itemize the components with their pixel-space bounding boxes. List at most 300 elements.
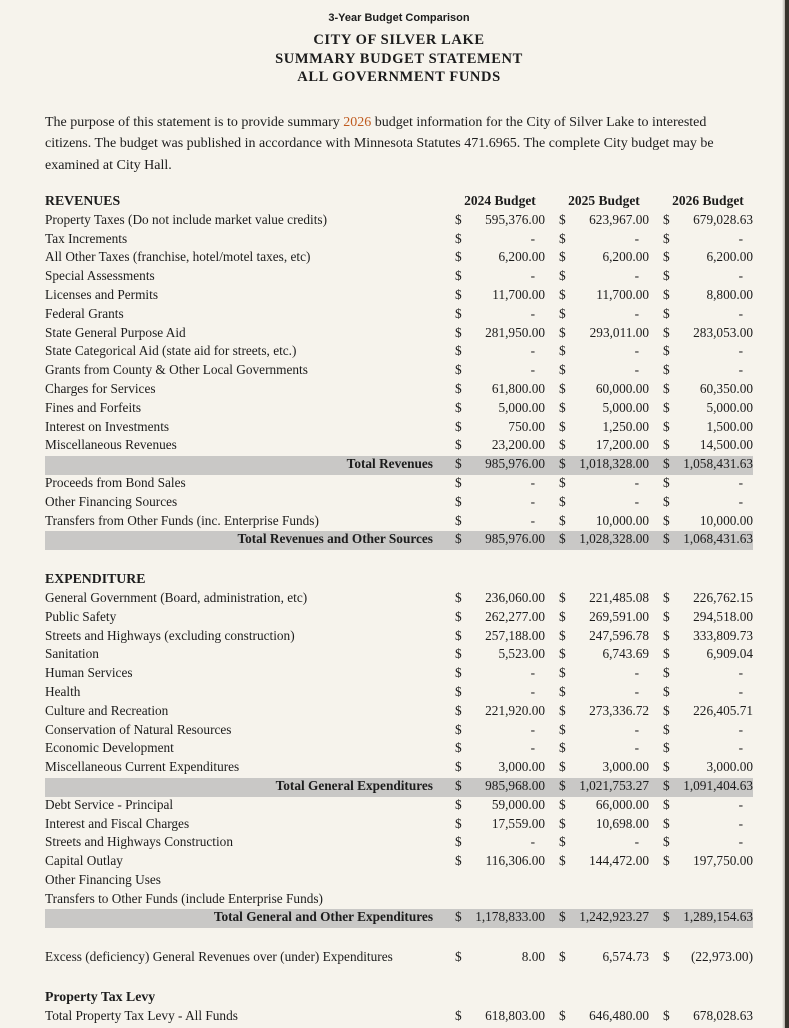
amount-value: 1,091,404.63 (683, 777, 753, 793)
table-row (45, 362, 753, 381)
amount-value: - (634, 230, 639, 246)
dollar-sign: $ (559, 362, 566, 378)
amount-group (545, 212, 649, 228)
amount-value: - (530, 230, 535, 246)
row-label: State General Purpose Aid (45, 324, 186, 340)
amount-group (649, 437, 753, 453)
amount-group (545, 646, 649, 662)
amount-value: 6,909.04 (706, 646, 753, 662)
dollar-sign: $ (559, 512, 566, 528)
amount-value: 221,920.00 (485, 702, 545, 718)
dollar-sign: $ (455, 305, 462, 321)
dollar-sign: $ (663, 493, 670, 509)
row-label: Economic Development (45, 740, 174, 756)
amount-group (649, 343, 753, 359)
table-row (45, 684, 753, 703)
amount-value: 10,000.00 (595, 512, 649, 528)
table-row (45, 590, 753, 609)
amount-value: 985,976.00 (485, 531, 545, 547)
row-label: Total Revenues and Other Sources (237, 531, 433, 547)
amount-group (545, 494, 649, 510)
total-row (45, 456, 753, 475)
amount-group (545, 381, 649, 397)
dollar-sign: $ (663, 608, 670, 624)
dollar-sign: $ (559, 249, 566, 265)
amount-group (649, 646, 753, 662)
amount-group (441, 665, 545, 681)
row-label: Other Financing Uses (45, 871, 161, 887)
amount-value: 60,350.00 (699, 380, 753, 396)
amount-value: 678,028.63 (693, 1007, 753, 1023)
row-label: Licenses and Permits (45, 286, 158, 302)
amount-value: 985,968.00 (485, 777, 545, 793)
dollar-sign: $ (455, 665, 462, 681)
dollar-sign: $ (663, 343, 670, 359)
row-label: Other Financing Sources (45, 493, 178, 509)
total-row (45, 531, 753, 550)
amount-group (649, 419, 753, 435)
amount-group (545, 703, 649, 719)
table-row (45, 494, 753, 513)
amount-value: - (738, 230, 743, 246)
amount-value: 59,000.00 (491, 796, 545, 812)
dollar-sign: $ (559, 834, 566, 850)
amount-value: - (738, 796, 743, 812)
dollar-sign: $ (455, 909, 462, 925)
table-row (45, 400, 753, 419)
amount-group (441, 419, 545, 435)
dollar-sign: $ (663, 646, 670, 662)
dollar-sign: $ (559, 627, 566, 643)
amount-value: 197,750.00 (693, 853, 753, 869)
row-label: General Government (Board, administration, etc) (45, 589, 308, 605)
amount-group (649, 249, 753, 265)
amount-group (441, 362, 545, 378)
table-row (45, 475, 753, 494)
amount-group (441, 343, 545, 359)
funds-title: ALL GOVERNMENT FUNDS (297, 69, 501, 85)
row-label: Property Taxes (Do not include market value credits) (45, 211, 328, 227)
dollar-sign: $ (559, 493, 566, 509)
dollar-sign: $ (559, 589, 566, 605)
amount-group (441, 628, 545, 644)
amount-value: 116,306.00 (485, 853, 545, 869)
amount-group (545, 456, 649, 472)
row-label: Transfers from Other Funds (inc. Enterprise Funds) (45, 512, 319, 528)
amount-group (649, 684, 753, 700)
amount-group (441, 703, 545, 719)
dollar-sign: $ (455, 230, 462, 246)
amount-group (649, 628, 753, 644)
column-header: 2024 Budget (464, 193, 536, 208)
amount-group (649, 778, 753, 794)
amount-value: 257,188.00 (485, 627, 545, 643)
table-row (45, 853, 753, 872)
row-label: Charges for Services (45, 380, 156, 396)
dollar-sign: $ (559, 474, 566, 490)
amount-group (441, 287, 545, 303)
amount-value: - (738, 474, 743, 490)
row-label: Proceeds from Bond Sales (45, 474, 186, 490)
dollar-sign: $ (455, 362, 462, 378)
table-row (45, 419, 753, 438)
dollar-sign: $ (663, 399, 670, 415)
row-label: Tax Increments (45, 230, 128, 246)
dollar-sign: $ (663, 665, 670, 681)
amount-group (649, 287, 753, 303)
amount-group (649, 609, 753, 625)
dollar-sign: $ (559, 456, 566, 472)
dollar-sign: $ (455, 1007, 462, 1023)
amount-group (545, 268, 649, 284)
amount-value: - (530, 721, 535, 737)
section-heading-row (45, 989, 753, 1008)
amount-value: - (738, 362, 743, 378)
amount-value: - (738, 343, 743, 359)
dollar-sign: $ (455, 399, 462, 415)
amount-value: - (530, 493, 535, 509)
amount-value: 17,559.00 (491, 815, 545, 831)
table-row (45, 381, 753, 400)
dollar-sign: $ (663, 456, 670, 472)
amount-group (545, 684, 649, 700)
dollar-sign: $ (559, 531, 566, 547)
amount-value: 60,000.00 (595, 380, 649, 396)
amount-group (649, 325, 753, 341)
amount-group (649, 740, 753, 756)
column-header-row (45, 193, 753, 212)
amount-value: 283,053.00 (693, 324, 753, 340)
amount-value: 6,574.73 (602, 949, 649, 965)
amount-value: - (530, 665, 535, 681)
amount-value: 10,000.00 (699, 512, 753, 528)
amount-group (545, 475, 649, 491)
dollar-sign: $ (663, 474, 670, 490)
column-header: 2026 Budget (672, 193, 744, 208)
section-spacer (45, 550, 753, 571)
table-row (45, 834, 753, 853)
table-row (45, 872, 753, 891)
dollar-sign: $ (455, 853, 462, 869)
amount-group (649, 400, 753, 416)
amount-group (545, 306, 649, 322)
section-spacer (45, 968, 753, 989)
dollar-sign: $ (559, 721, 566, 737)
dollar-sign: $ (663, 286, 670, 302)
amount-group (545, 665, 649, 681)
amount-group (545, 797, 649, 813)
amount-group (649, 665, 753, 681)
row-label: Total Property Tax Levy - All Funds (45, 1007, 238, 1023)
dollar-sign: $ (455, 834, 462, 850)
dollar-sign: $ (455, 474, 462, 490)
amount-group (441, 494, 545, 510)
amount-value: - (530, 474, 535, 490)
amount-value: 262,277.00 (485, 608, 545, 624)
table-row (45, 797, 753, 816)
amount-group (545, 778, 649, 794)
amount-value: 333,809.73 (693, 627, 753, 643)
amount-value: 6,200.00 (706, 249, 753, 265)
amount-value: 5,000.00 (498, 399, 545, 415)
table-row (45, 759, 753, 778)
amount-group (545, 343, 649, 359)
dollar-sign: $ (663, 418, 670, 434)
amount-value: - (738, 721, 743, 737)
amount-value: 10,698.00 (595, 815, 649, 831)
amount-value: - (634, 493, 639, 509)
budget-year-highlight: 2026 (343, 114, 372, 130)
section-spacer (45, 928, 753, 949)
amount-value: 6,200.00 (498, 249, 545, 265)
amount-group (545, 531, 649, 547)
amount-group (545, 949, 649, 965)
amount-value: 17,200.00 (595, 437, 649, 453)
table-row (45, 628, 753, 647)
dollar-sign: $ (663, 853, 670, 869)
dollar-sign: $ (663, 362, 670, 378)
dollar-sign: $ (663, 589, 670, 605)
row-label: Fines and Forfeits (45, 399, 142, 415)
amount-value: 66,000.00 (595, 796, 649, 812)
intro-text-before: The purpose of this statement is to provide summary (45, 114, 344, 130)
amount-group (649, 362, 753, 378)
table-row (45, 609, 753, 628)
intro-text-after: budget information for the City of Silver Lake to interested citizens. The budget was published in accordance with Minnesota Statutes 471.6965. The complete City budget may be examined at City Hall. (45, 114, 714, 173)
amount-value: 623,967.00 (589, 211, 649, 227)
dollar-sign: $ (455, 646, 462, 662)
amount-group (441, 212, 545, 228)
amount-group (545, 740, 649, 756)
amount-value: 1,250.00 (602, 418, 649, 434)
dollar-sign: $ (455, 437, 462, 453)
dollar-sign: $ (455, 796, 462, 812)
dollar-sign: $ (663, 909, 670, 925)
dollar-sign: $ (455, 286, 462, 302)
dollar-sign: $ (559, 796, 566, 812)
amount-group (441, 231, 545, 247)
dollar-sign: $ (455, 721, 462, 737)
amount-group (441, 853, 545, 869)
dollar-sign: $ (455, 380, 462, 396)
amount-group (441, 381, 545, 397)
amount-group (649, 513, 753, 529)
amount-value: 14,500.00 (699, 437, 753, 453)
amount-value: 3,000.00 (706, 759, 753, 775)
amount-value: - (738, 815, 743, 831)
table-row (45, 665, 753, 684)
amount-value: 6,743.69 (602, 646, 649, 662)
amount-value: - (530, 305, 535, 321)
amount-value: - (738, 305, 743, 321)
amount-group (649, 231, 753, 247)
amount-group (649, 456, 753, 472)
amount-group (649, 212, 753, 228)
row-label: Grants from County & Other Local Governments (45, 362, 308, 378)
amount-value: (22,973.00) (690, 949, 753, 965)
amount-value: 595,376.00 (485, 211, 545, 227)
table-row (45, 816, 753, 835)
amount-group (441, 778, 545, 794)
row-label: Total General and Other Expenditures (213, 909, 433, 925)
amount-group (545, 816, 649, 832)
amount-group (441, 949, 545, 965)
dollar-sign: $ (559, 608, 566, 624)
amount-value: - (530, 683, 535, 699)
amount-group (441, 1008, 545, 1024)
row-label: Special Assessments (45, 268, 155, 284)
amount-group (649, 590, 753, 606)
amount-group (441, 816, 545, 832)
dollar-sign: $ (455, 249, 462, 265)
amount-value: - (634, 474, 639, 490)
amount-value: 985,976.00 (485, 456, 545, 472)
row-label: Total Revenues (346, 456, 433, 472)
dollar-sign: $ (559, 324, 566, 340)
amount-group (545, 590, 649, 606)
dollar-sign: $ (663, 740, 670, 756)
amount-group (545, 513, 649, 529)
amount-value: 1,021,753.27 (579, 777, 649, 793)
dollar-sign: $ (455, 815, 462, 831)
amount-value: 1,058,431.63 (683, 456, 753, 472)
dollar-sign: $ (663, 949, 670, 965)
amount-value: 144,472.00 (589, 853, 649, 869)
amount-value: 1,178,833.00 (475, 909, 545, 925)
amount-value: 23,200.00 (491, 437, 545, 453)
amount-value: - (634, 362, 639, 378)
amount-group (545, 909, 649, 925)
dollar-sign: $ (559, 759, 566, 775)
amount-group (441, 684, 545, 700)
row-label: Interest on Investments (45, 418, 170, 434)
amount-value: - (634, 683, 639, 699)
dollar-sign: $ (559, 853, 566, 869)
amount-value: 8,800.00 (706, 286, 753, 302)
dollar-sign: $ (663, 834, 670, 850)
amount-group (545, 722, 649, 738)
dollar-sign: $ (455, 608, 462, 624)
amount-group (441, 759, 545, 775)
amount-value: - (738, 268, 743, 284)
amount-value: 1,068,431.63 (683, 531, 753, 547)
amount-value: 1,500.00 (706, 418, 753, 434)
total-row (45, 778, 753, 797)
row-label: Transfers to Other Funds (include Enterprise Funds) (45, 890, 323, 906)
amount-value: 646,480.00 (589, 1007, 649, 1023)
dollar-sign: $ (455, 740, 462, 756)
amount-group (545, 628, 649, 644)
amount-value: 750.00 (508, 418, 545, 434)
amount-group (441, 249, 545, 265)
dollar-sign: $ (663, 512, 670, 528)
amount-group (545, 1008, 649, 1024)
amount-value: 1,028,328.00 (579, 531, 649, 547)
table-row (45, 703, 753, 722)
table-row (45, 287, 753, 306)
amount-value: - (634, 343, 639, 359)
table-row (45, 437, 753, 456)
column-header: 2025 Budget (568, 193, 640, 208)
amount-group (649, 722, 753, 738)
amount-value: - (738, 740, 743, 756)
amount-group (649, 797, 753, 813)
city-title: CITY OF SILVER LAKE (313, 32, 485, 48)
amount-group (441, 740, 545, 756)
amount-value: 5,000.00 (602, 399, 649, 415)
dollar-sign: $ (455, 343, 462, 359)
amount-value: - (634, 665, 639, 681)
amount-group (649, 475, 753, 491)
amount-group (441, 590, 545, 606)
dollar-sign: $ (663, 324, 670, 340)
dollar-sign: $ (455, 759, 462, 775)
amount-value: - (634, 834, 639, 850)
dollar-sign: $ (559, 399, 566, 415)
row-label: Sanitation (45, 646, 99, 662)
row-label: All Other Taxes (franchise, hotel/motel taxes, etc) (45, 249, 311, 265)
dollar-sign: $ (663, 1007, 670, 1023)
amount-value: 226,762.15 (693, 589, 753, 605)
amount-value: - (738, 665, 743, 681)
row-label: State Categorical Aid (state aid for streets, etc.) (45, 343, 297, 359)
amount-group (545, 362, 649, 378)
table-row (45, 212, 753, 231)
amount-group (649, 1008, 753, 1024)
amount-group (441, 306, 545, 322)
amount-group (545, 249, 649, 265)
dollar-sign: $ (559, 211, 566, 227)
dollar-sign: $ (663, 815, 670, 831)
row-label: Streets and Highways (excluding construction) (45, 627, 295, 643)
row-label: Capital Outlay (45, 853, 123, 869)
amount-group (441, 722, 545, 738)
table-row (45, 343, 753, 362)
dollar-sign: $ (663, 627, 670, 643)
amount-group (649, 306, 753, 322)
dollar-sign: $ (455, 702, 462, 718)
amount-group (649, 949, 753, 965)
dollar-sign: $ (559, 683, 566, 699)
amount-group (545, 834, 649, 850)
row-label: Human Services (45, 665, 133, 681)
statement-title: SUMMARY BUDGET STATEMENT (275, 50, 523, 67)
dollar-sign: $ (559, 702, 566, 718)
dollar-sign: $ (663, 230, 670, 246)
amount-value: - (530, 362, 535, 378)
table-row (45, 325, 753, 344)
table-row (45, 949, 753, 968)
dollar-sign: $ (455, 531, 462, 547)
amount-group (441, 513, 545, 529)
dollar-sign: $ (663, 777, 670, 793)
scan-edge (785, 0, 789, 1028)
row-label: Excess (deficiency) General Revenues over (under) Expenditures (45, 949, 393, 965)
amount-value: 618,803.00 (485, 1007, 545, 1023)
amount-group (441, 325, 545, 341)
budget-table (45, 193, 753, 1027)
dollar-sign: $ (559, 305, 566, 321)
amount-value: 269,591.00 (589, 608, 649, 624)
row-label: Miscellaneous Revenues (45, 437, 177, 453)
dollar-sign: $ (663, 211, 670, 227)
amount-value: - (738, 683, 743, 699)
table-row (45, 722, 753, 741)
amount-group (441, 609, 545, 625)
dollar-sign: $ (663, 268, 670, 284)
amount-group (545, 231, 649, 247)
row-label: Debt Service - Principal (45, 796, 174, 812)
